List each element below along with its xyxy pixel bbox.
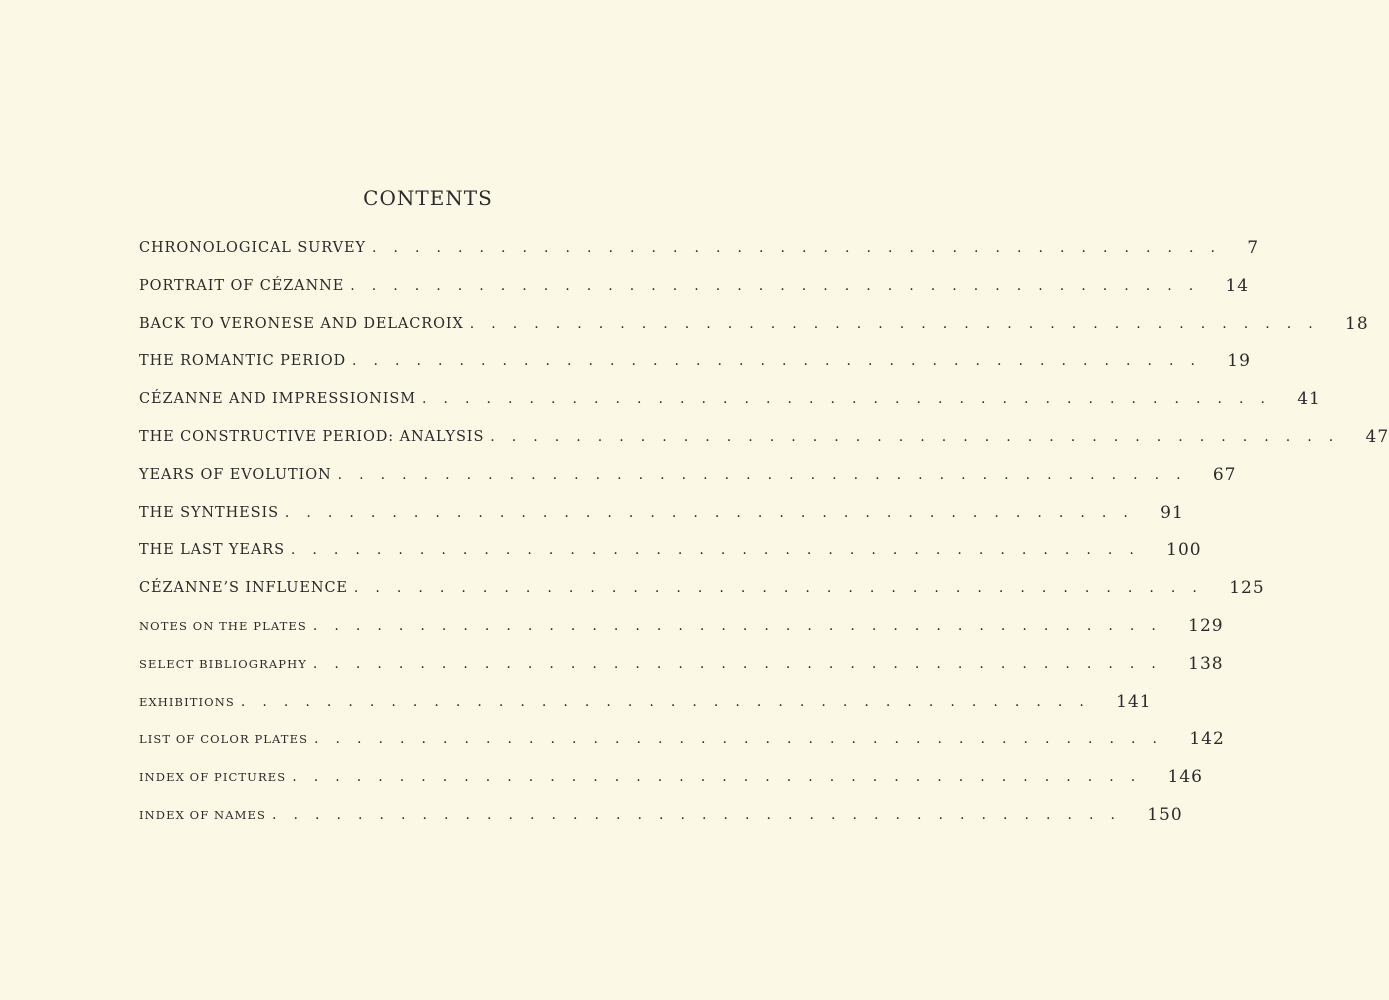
toc-entry-label: INDEX OF PICTURES (139, 770, 287, 785)
toc-entry (139, 727, 1225, 765)
dot-leader: . . . . . . . . . . . . . . . . . . . . . . . . . . . . . . . . . . . . . . . . (312, 655, 1163, 672)
toc-entry (139, 387, 1321, 425)
toc-entry-label: CHRONOLOGICAL SURVEY (139, 240, 366, 256)
toc-entry-label: LIST OF COLOR PLATES (139, 732, 309, 747)
toc-entry-page-number: 7 (1247, 238, 1260, 258)
toc-entry (139, 274, 1250, 312)
toc-entry (139, 652, 1224, 690)
dot-leader: . . . . . . . . . . . . . . . . . . . . . . . . . . . . . . . . . . . . . . . . (284, 504, 1135, 521)
toc-entry-page-number: 138 (1188, 653, 1224, 674)
dot-leader: . . . . . . . . . . . . . . . . . . . . . . . . . . . . . . . . . . . . . . . . (371, 240, 1222, 256)
toc-entry-page-number: 14 (1225, 275, 1250, 296)
toc-entry-label: CÉZANNE’S INFLUENCE (139, 580, 348, 597)
dot-leader: . . . . . . . . . . . . . . . . . . . . . . . . . . . . . . . . . . . . . . . . (314, 731, 1164, 748)
toc-entry (139, 614, 1224, 652)
toc-entry-label: BACK TO VERONESE AND DELACROIX (139, 315, 464, 332)
toc-entry (139, 312, 1369, 350)
toc-entry (139, 501, 1184, 539)
toc-entry-label: THE SYNTHESIS (139, 504, 279, 521)
toc-entry-label: THE CONSTRUCTIVE PERIOD: ANALYSIS (139, 428, 485, 445)
toc-entry-page-number: 129 (1188, 615, 1224, 636)
toc-entry-page-number: 146 (1167, 767, 1203, 788)
dot-leader: . . . . . . . . . . . . . . . . . . . . . . . . . . . . . . . . . . . . . . . . (350, 277, 1200, 294)
dot-leader: . . . . . . . . . . . . . . . . . . . . . . . . . . . . . . . . . . . . . . . . (490, 428, 1340, 445)
toc-entry-label: INDEX OF NAMES (139, 807, 266, 822)
dot-leader: . . . . . . . . . . . . . . . . . . . . . . . . . . . . . . . . . . . . . . . . (469, 315, 1320, 332)
dot-leader: . . . . . . . . . . . . . . . . . . . . . . . . . . . . . . . . . . . . . . . . (271, 806, 1122, 823)
toc-entry-page-number: 41 (1297, 389, 1321, 410)
toc-entry (139, 690, 1152, 728)
toc-entry (139, 425, 1389, 463)
toc-entry-page-number: 19 (1227, 351, 1251, 372)
toc-entry-page-number: 91 (1160, 502, 1184, 523)
toc-entry (139, 576, 1265, 614)
toc-entry (139, 765, 1203, 803)
toc-entry-page-number: 150 (1147, 804, 1183, 825)
dot-leader: . . . . . . . . . . . . . . . . . . . . . . . . . . . . . . . . . . . . . . . . (353, 580, 1204, 597)
toc-entry (139, 463, 1237, 501)
toc-entry (139, 803, 1183, 841)
toc-entry-page-number: 18 (1345, 313, 1369, 334)
toc-entry-page-number: 67 (1212, 464, 1237, 485)
toc-entry-label: YEARS OF EVOLUTION (139, 466, 332, 483)
table-of-contents (139, 236, 1389, 841)
dot-leader: . . . . . . . . . . . . . . . . . . . . . . . . . . . . . . . . . . . . . . . . (240, 693, 1091, 710)
toc-entry-label: PORTRAIT OF CÉZANNE (139, 277, 345, 294)
toc-entry-label: THE LAST YEARS (139, 542, 285, 559)
toc-entry-label: EXHIBITIONS (139, 694, 235, 709)
toc-entry-label: CÉZANNE AND IMPRESSIONISM (139, 391, 416, 408)
toc-entry-label: NOTES ON THE PLATES (139, 618, 307, 633)
toc-entry (139, 538, 1202, 576)
dot-leader: . . . . . . . . . . . . . . . . . . . . . . . . . . . . . . . . . . . . . . . . (290, 542, 1141, 559)
dot-leader: . . . . . . . . . . . . . . . . . . . . . . . . . . . . . . . . . . . . . . . . (312, 617, 1163, 634)
toc-entry (139, 236, 1260, 274)
page-title: CONTENTS (363, 186, 493, 210)
toc-entry-page-number: 141 (1116, 691, 1152, 712)
toc-entry-page-number: 47 (1365, 426, 1389, 447)
dot-leader: . . . . . . . . . . . . . . . . . . . . . . . . . . . . . . . . . . . . . . . . (352, 353, 1202, 370)
dot-leader: . . . . . . . . . . . . . . . . . . . . . . . . . . . . . . . . . . . . . . . . (421, 391, 1272, 408)
toc-entry-label: THE ROMANTIC PERIOD (139, 353, 347, 370)
toc-entry-page-number: 142 (1189, 729, 1225, 750)
dot-leader: . . . . . . . . . . . . . . . . . . . . . . . . . . . . . . . . . . . . . . . . (337, 466, 1187, 483)
toc-entry (139, 349, 1251, 387)
dot-leader: . . . . . . . . . . . . . . . . . . . . . . . . . . . . . . . . . . . . . . . . (292, 769, 1142, 786)
toc-entry-page-number: 100 (1166, 540, 1202, 561)
toc-entry-label: SELECT BIBLIOGRAPHY (139, 656, 307, 671)
toc-entry-page-number: 125 (1229, 578, 1265, 599)
